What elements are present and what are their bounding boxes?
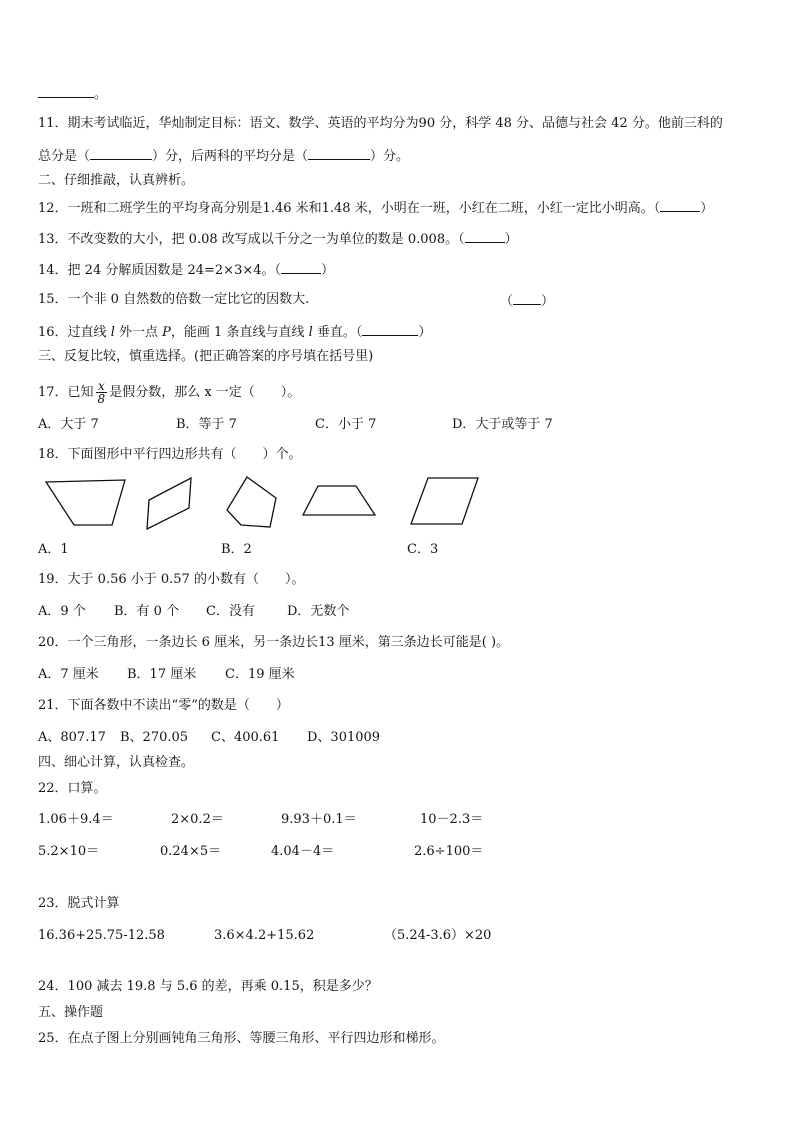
q22-item: 9.93＋0.1＝ <box>281 812 357 827</box>
q22-item: 0.24×5＝ <box>160 844 222 859</box>
q17: 17．已知 $\frac{x}{8}$ 是假分数，那么 x 一定（ ）。 <box>38 379 301 406</box>
q17-option-c[interactable]: C．小于 7 <box>315 417 377 432</box>
q20-option-c[interactable]: C．19 厘米 <box>225 667 295 682</box>
parallelogram-shape-1 <box>147 478 191 529</box>
q23-item: 3.6×4.2+15.62 <box>214 928 315 943</box>
q19: 19．大于 0.56 小于 0.57 的小数有（ ）。 <box>38 572 305 587</box>
section-4-heading: 四、细心计算，认真检查。 <box>38 755 195 770</box>
q25: 25．在点子图上分别画钝角三角形、等腰三角形、平行四边形和梯形。 <box>38 1031 445 1046</box>
q18-option-a[interactable]: A．1 <box>38 542 69 557</box>
answer-blank[interactable] <box>362 322 418 336</box>
q21: 21．下面各数中不读出“零”的数是（ ） <box>38 698 289 713</box>
q21-option-b[interactable]: B、270.05 <box>120 730 189 745</box>
q15-text: 15．一个非 0 自然数的倍数一定比它的因数大. <box>38 292 310 307</box>
q18-option-b[interactable]: B．2 <box>221 542 252 557</box>
q20: 20．一个三角形，一条边长 6 厘米，另一条边长13 厘米，第三条边长可能是( )。 <box>38 635 510 650</box>
q22-item: 1.06＋9.4＝ <box>38 812 114 827</box>
answer-blank[interactable] <box>90 146 152 160</box>
q21-option-a[interactable]: A、807.17 <box>38 730 106 745</box>
q17-option-b[interactable]: B．等于 7 <box>176 417 237 432</box>
answer-blank[interactable] <box>465 229 505 243</box>
q17-option-a[interactable]: A．大于 7 <box>38 417 99 432</box>
section-5-heading: 五、操作题 <box>38 1005 104 1020</box>
q19-option-d[interactable]: D．无数个 <box>287 604 350 619</box>
q20-option-b[interactable]: B．17 厘米 <box>127 667 197 682</box>
pentagon-shape <box>227 477 276 527</box>
q11-line2: 总分是（ ）分，后两科的平均分是（ ）分。 <box>38 146 409 166</box>
q21-option-c[interactable]: C、400.61 <box>211 730 280 745</box>
section-3-heading: 三、反复比较，慎重选择。(把正确答案的序号填在括号里) <box>38 349 374 364</box>
q23-item: 16.36+25.75-12.58 <box>38 928 165 943</box>
q23-title: 23．脱式计算 <box>38 896 120 911</box>
q22-title: 22．口算。 <box>38 781 107 796</box>
q21-option-d[interactable]: D、301009 <box>307 730 381 745</box>
q13: 13．不改变数的大小，把 0.08 改写成以千分之一为单位的数是 0.008。（ ） <box>38 229 518 249</box>
q20-option-a[interactable]: A．7 厘米 <box>38 667 99 682</box>
answer-blank[interactable] <box>308 146 370 160</box>
q22-item: 5.2×10＝ <box>38 844 100 859</box>
q14: 14．把 24 分解质因数是 24=2×3×4。（ ） <box>38 260 334 280</box>
q22-item: 4.04－4＝ <box>271 844 335 859</box>
q22-item: 2×0.2＝ <box>171 812 224 827</box>
q12: 12．一班和二班学生的平均身高分别是1.46 米和1.48 米，小明在一班，小红在二班，小红一定比小明高。（ ） <box>38 198 713 218</box>
parallelogram-shape-2 <box>411 478 478 524</box>
q23-item: （5.24-3.6）×20 <box>384 928 492 943</box>
q19-option-c[interactable]: C．没有 <box>206 604 255 619</box>
answer-blank[interactable] <box>660 198 700 212</box>
q22-item: 2.6÷100＝ <box>414 844 484 859</box>
prev-answer-line: 。 <box>38 84 107 104</box>
q22-item: 10－2.3＝ <box>420 812 484 827</box>
q18-figures <box>0 470 794 532</box>
q11-line1: 11．期末考试临近，华灿制定目标：语文、数学、英语的平均分为90 分，科学 48 分、品德与社会 42 分。他前三科的 <box>38 116 723 131</box>
section-2-heading: 二、仔细推敲，认真辨析。 <box>38 173 195 188</box>
answer-blank[interactable] <box>38 84 94 98</box>
answer-blank[interactable] <box>281 260 321 274</box>
q17-option-d[interactable]: D．大于或等于 7 <box>452 417 553 432</box>
q18: 18．下面图形中平行四边形共有（ ）个。 <box>38 447 302 462</box>
q24: 24．100 减去 19.8 与 5.6 的差，再乘 0.15，积是多少？ <box>38 979 378 994</box>
fraction: $\frac{x}{8}$ <box>97 379 106 406</box>
q19-option-a[interactable]: A．9 个 <box>38 604 86 619</box>
isosceles-trapezoid-shape <box>303 486 375 515</box>
trapezoid-shape <box>46 480 125 525</box>
q18-option-c[interactable]: C．3 <box>407 542 439 557</box>
q16: 16．过直线 l 外一点 P，能画 1 条直线与直线 l 垂直。（ ） <box>38 322 431 342</box>
q19-option-b[interactable]: B．有 0 个 <box>114 604 180 619</box>
q15-answer: （ ） <box>500 291 554 311</box>
answer-blank[interactable] <box>513 291 541 305</box>
